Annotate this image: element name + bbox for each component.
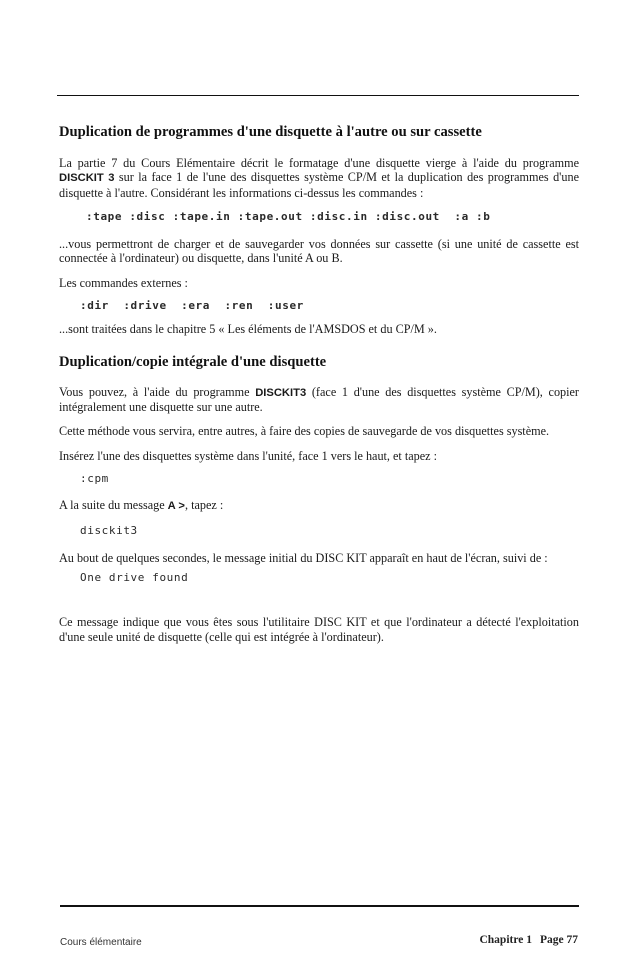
section-heading-duplication-programmes: Duplication de programmes d'une disquette à l'autre ou sur cassette (59, 124, 482, 140)
code-external-commands: :dir :drive :era :ren :user (80, 299, 304, 313)
footer-rule (60, 905, 579, 907)
program-name: DISCKIT 3 (59, 172, 115, 185)
footer-course-title: Cours élémentaire (60, 937, 142, 948)
paragraph-after-prompt (59, 498, 579, 513)
section-heading-copie-integrale: Duplication/copie intégrale d'une disquette (59, 353, 327, 370)
paragraph-text: Vous pouvez, à l'aide du programme (59, 384, 256, 399)
paragraph-chapter-reference: ...sont traitées dans le chapitre 5 « Les éléments de l'AMSDOS et du CP/M ». (59, 322, 437, 337)
paragraph-text: A la suite du message (59, 498, 168, 513)
paragraph-text: (face 1 d'une des disquettes système CP/M), copier intégralement une disquette sur une autre. (59, 384, 579, 414)
code-cpm: :cpm (80, 471, 109, 485)
header-rule (57, 95, 579, 96)
paragraph-text: sur la face 1 de l'une des disquettes système CP/M et la duplication des programmes d'une disquette à l'autre. Considérant les informations ci-dessus les commandes : (59, 170, 579, 200)
code-commands-tape-disc: :tape :disc :tape.in :tape.out :disc.in :disc.out :a :b (86, 209, 491, 223)
paragraph-message-meaning: Ce message indique que vous êtes sous l'utilitaire DISC KIT et que l'ordinateur a détecté l'exploitation d'une seule unité de disquette (celle qui est intégrée à l'ordinateur). (59, 615, 579, 644)
footer-page-info (479, 934, 578, 946)
page-content (59, 124, 579, 644)
paragraph-initial-message: Au bout de quelques secondes, le message initial du DISC KIT apparaît en haut de l'écran, suivi de : (59, 550, 548, 565)
prompt-text: A > (167, 500, 185, 513)
program-name: DISCKIT3 (255, 386, 307, 399)
paragraph-disckit3-copy (59, 385, 579, 415)
paragraph-disckit-intro (59, 156, 579, 200)
paragraph-text: La partie 7 du Cours Elémentaire décrit le formatage d'une disquette vierge à l'aide du programme (59, 156, 579, 170)
paragraph-external-commands: Les commandes externes : (59, 275, 188, 290)
code-disckit3: disckit3 (80, 524, 138, 538)
paragraph-insert-disk: Insérez l'une des disquettes système dans l'unité, face 1 vers le haut, et tapez : (59, 448, 438, 463)
footer-chapter: Chapitre 1 (479, 934, 532, 946)
paragraph-backup-copies: Cette méthode vous servira, entre autres, à faire des copies de sauvegarde de vos disquettes système. (59, 424, 550, 439)
code-one-drive-found: One drive found (80, 571, 189, 585)
paragraph-load-save: ...vous permettront de charger et de sauvegarder vos données sur cassette (si une unité de cassette est connectée à l'ordinateur) ou disquette, dans l'unité A ou B. (59, 237, 579, 266)
footer-page-number: Page 77 (539, 934, 578, 946)
paragraph-text: , tapez : (184, 498, 224, 513)
